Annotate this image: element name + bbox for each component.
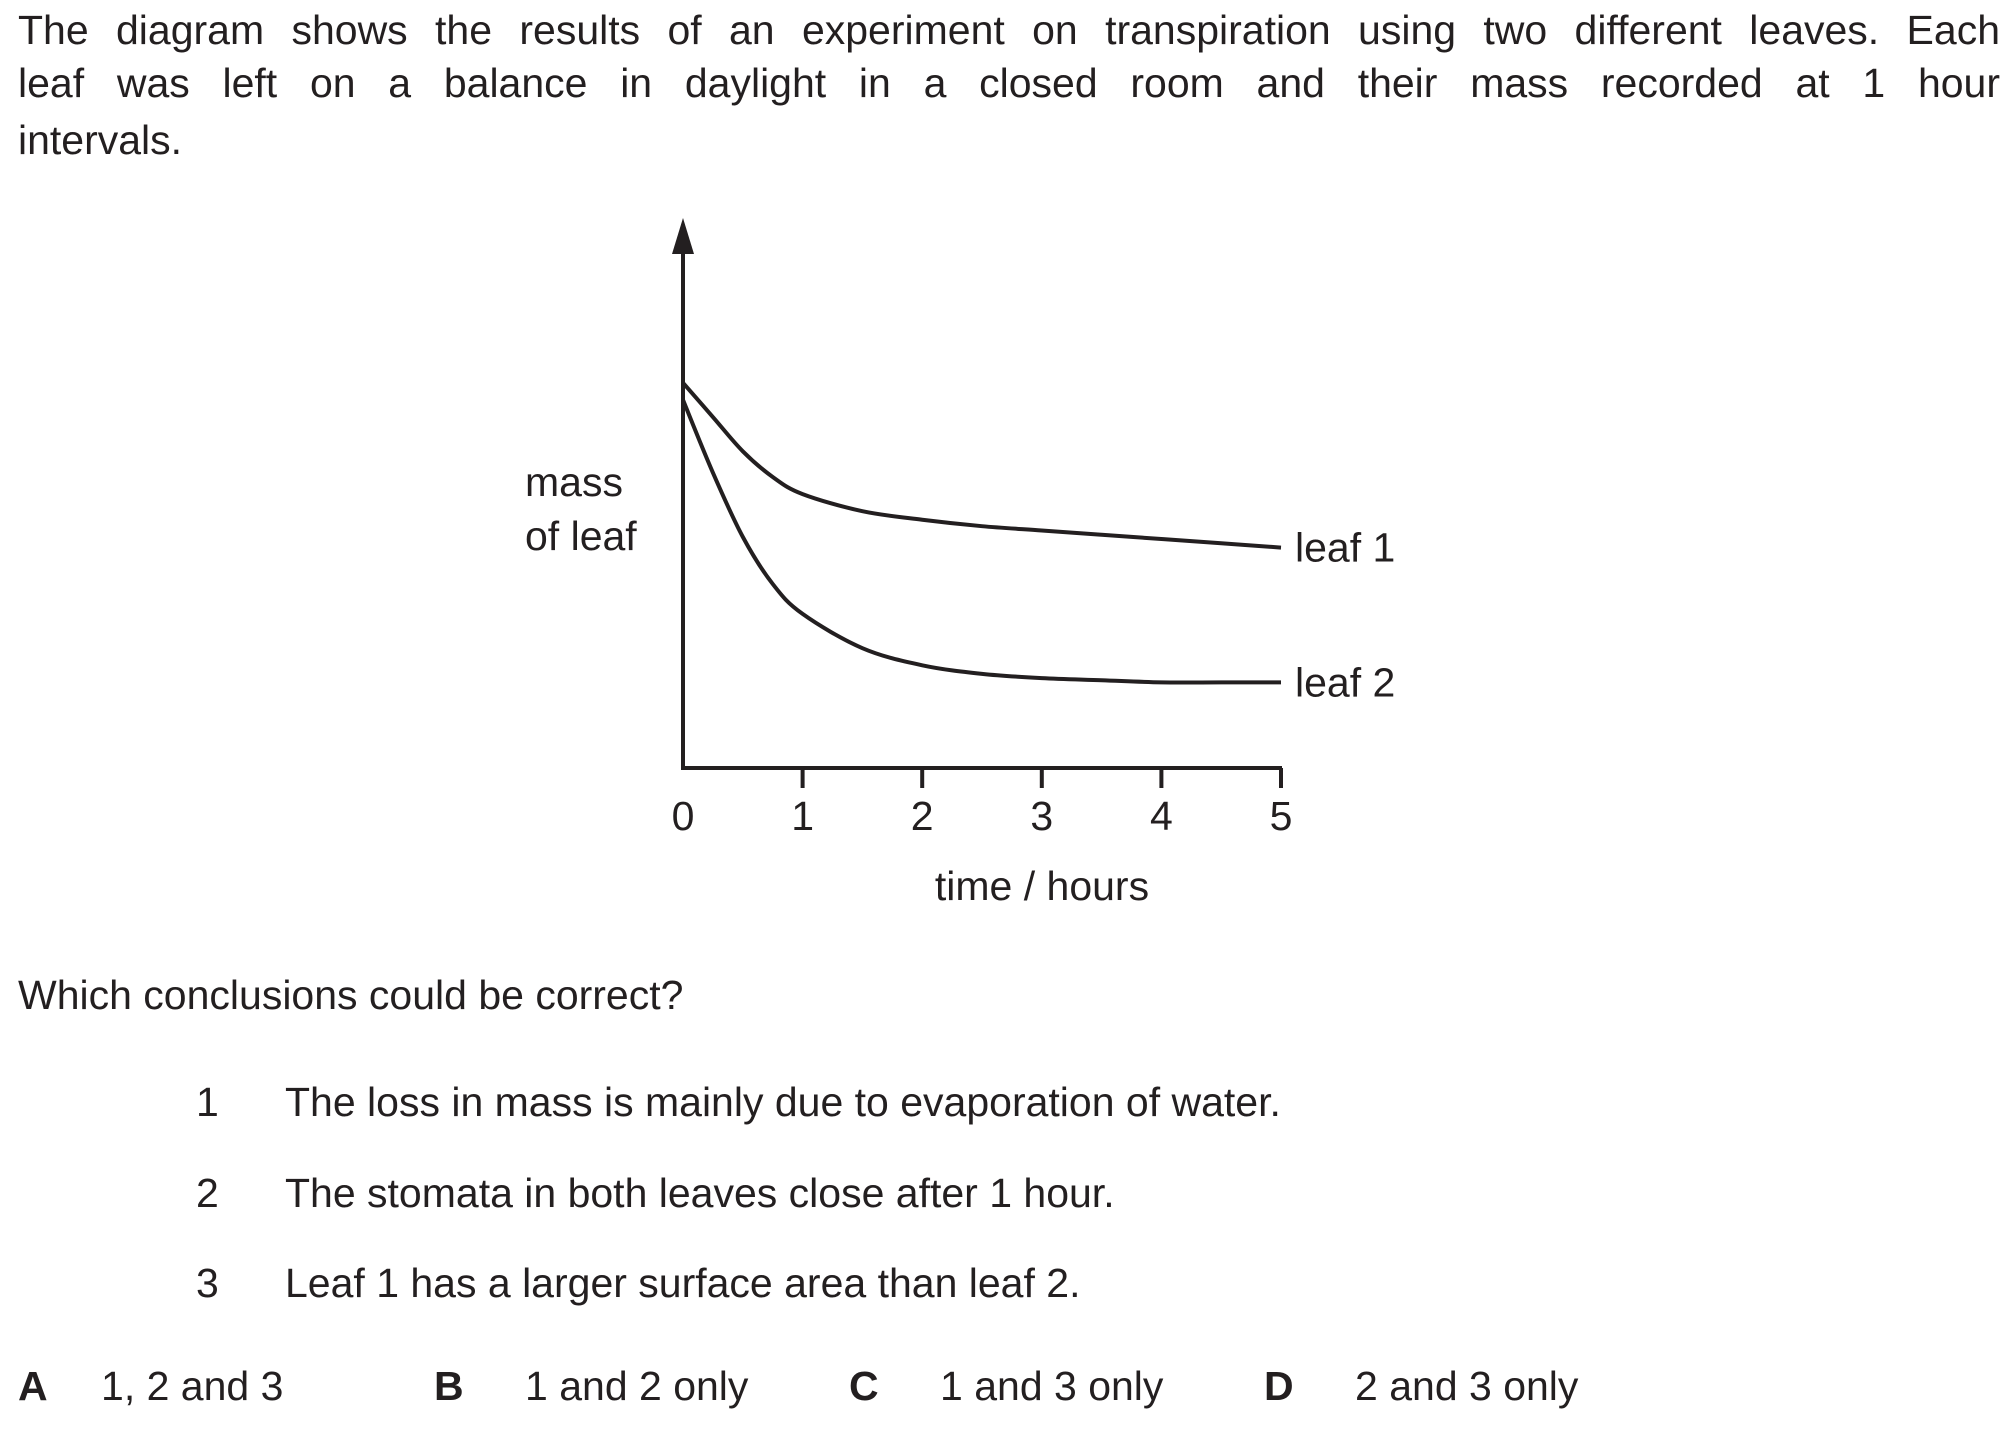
- option-letter: C: [849, 1363, 879, 1409]
- intro-line-2: leaf was left on a balance in daylight in a closed room and their mass recorded at 1 hour: [18, 60, 2000, 106]
- y-axis-label-line2: of leaf: [525, 513, 637, 559]
- x-tick-label: 0: [671, 793, 695, 839]
- option-c[interactable]: [849, 1363, 1163, 1410]
- x-tick-label: 1: [791, 793, 815, 839]
- series-label-leaf-2: leaf 2: [1295, 659, 1396, 706]
- x-tick-label: 3: [1030, 793, 1054, 839]
- x-tick-label: 5: [1269, 793, 1293, 839]
- option-b[interactable]: [434, 1363, 748, 1410]
- x-tick-label: 4: [1149, 793, 1173, 839]
- option-text: 2 and 3 only: [1355, 1363, 1579, 1409]
- x-tick-label: 2: [910, 793, 934, 839]
- series-line-leaf-1: [683, 383, 1281, 548]
- y-axis-arrow-icon: [672, 218, 694, 254]
- statement-number: 1: [196, 1079, 219, 1125]
- option-text: 1 and 2 only: [525, 1363, 749, 1409]
- option-letter: A: [18, 1363, 48, 1409]
- x-axis-label: time / hours: [934, 863, 1150, 909]
- statement-number: 2: [196, 1170, 219, 1216]
- intro-line-1: The diagram shows the results of an experiment on transpiration using two different leaves. Each: [18, 7, 2000, 53]
- statement-text: Leaf 1 has a larger surface area than leaf 2.: [285, 1260, 1081, 1306]
- option-letter: D: [1264, 1363, 1294, 1409]
- question-prompt: Which conclusions could be correct?: [18, 972, 684, 1018]
- statement-text: The loss in mass is mainly due to evaporation of water.: [285, 1079, 1281, 1125]
- statement-text: The stomata in both leaves close after 1 hour.: [285, 1170, 1115, 1216]
- option-a[interactable]: [18, 1363, 283, 1410]
- option-text: 1 and 3 only: [940, 1363, 1164, 1409]
- statement-number: 3: [196, 1260, 219, 1306]
- y-axis-label-line1: mass: [525, 459, 623, 505]
- option-letter: B: [434, 1363, 464, 1409]
- option-text: 1, 2 and 3: [101, 1363, 284, 1409]
- series-label-leaf-1: leaf 1: [1295, 524, 1396, 571]
- option-d[interactable]: [1264, 1363, 1578, 1410]
- intro-line-3: intervals.: [18, 117, 183, 163]
